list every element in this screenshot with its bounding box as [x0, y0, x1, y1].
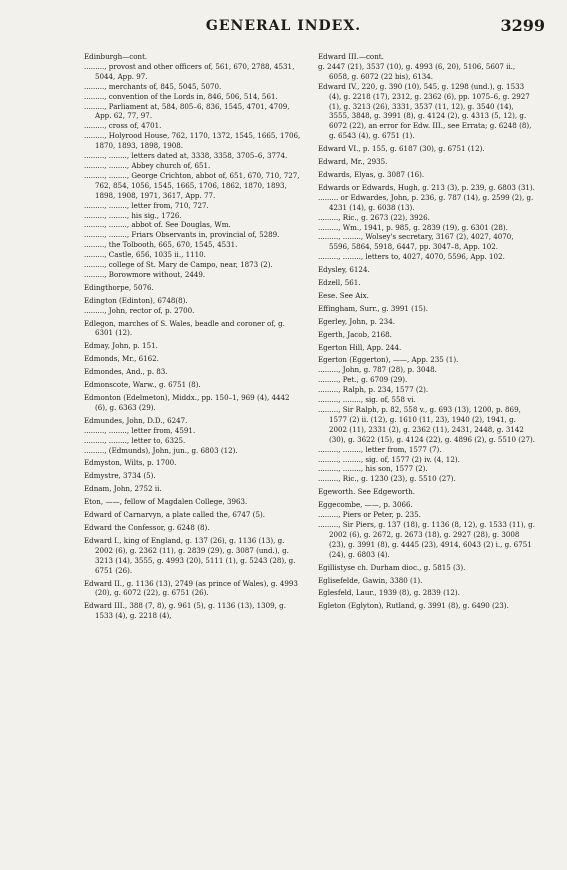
page-number: 3299: [500, 16, 545, 35]
index-entry: Edmonds, Mr., 6162.: [84, 354, 159, 364]
index-entry: Edwards or Edwards, Hugh, g. 213 (3), p. 239, g. 6803 (31).: [318, 182, 535, 192]
index-entry: Effingham, Surr., g. 3991 (15).: [318, 303, 429, 313]
index-entry: ........., ........, letter from, 1577 (7).: [318, 444, 442, 454]
right-column: [318, 52, 536, 611]
index-entry: ........., (Edmunds), John, jun., g. 6803 (12).: [84, 445, 238, 455]
index-entry: Egillistyse ch. Durham dioc., g. 5815 (3).: [318, 562, 466, 572]
index-entry: Egerton (Eggerton), ——, App. 235 (1).: [318, 355, 459, 365]
index-entry: ........., ........, letters dated at, 3338, 3358, 3705–6, 3774.: [84, 151, 288, 161]
index-entry: Edward of Carnarvyn, a plate called the, 6747 (5).: [84, 510, 265, 520]
index-entry: ........., Borowmore without, 2449.: [84, 269, 206, 279]
index-entry: Edmonscote, Warw., g. 6751 (8).: [84, 380, 201, 390]
index-entry: ........., ........, Abbey church of, 651.: [84, 160, 211, 170]
index-entry: ........., Castle, 656, 1035 ii., 1110.: [84, 250, 206, 260]
index-entry: Edward the Confessor, g. 6248 (8).: [84, 522, 210, 532]
index-entry: Edmondes, And., p. 83.: [84, 367, 168, 377]
index-entry: ........., ........, letter from, 4591.: [84, 425, 196, 435]
index-entry: ........., Wm., 1941, p. 985, g. 2839 (19), g. 6301 (28).: [318, 222, 508, 232]
index-entry: Edwards, Elyas, g. 3087 (16).: [318, 169, 425, 179]
index-entry: Edmyston, Wilts, p. 1700.: [84, 458, 177, 468]
index-entry: Edmay, John, p. 151.: [84, 341, 158, 351]
index-entry: Edward IV., 220, g. 390 (10), 545, g. 1298 (und.), g. 1533 (4), g. 2218 (17), 2312, g. 2362 (6), pp. 1075–6, g. 2927 (1), g. 3213 (26), 3331, 3537 (11, 12), g. 3540 (14), 3555, 3848, g. 3991 (8), g. 4124 (2), g. 4313 (5, 12), g. 6072 (22), an error for Edw. III., see Errata; g. 6248 (8), g. 6543 (4), g. 6751 (1).: [318, 81, 532, 141]
index-entry: Edward, Mr., 2935.: [318, 157, 388, 167]
index-entry: Egerth, Jacob, 2168.: [318, 329, 392, 339]
index-entry: Edysley, 6124.: [318, 265, 370, 275]
index-entry: Ednam, John, 2752 ii.: [84, 484, 162, 494]
index-entry: Eese. See Aix.: [318, 290, 369, 300]
index-entry: ........., Holyrood House, 762, 1170, 1372, 1545, 1665, 1706, 1870, 1893, 1898, 1908.: [84, 131, 301, 151]
left-column: [84, 52, 302, 621]
index-entry: Egerton Hill, App. 244.: [318, 342, 402, 352]
index-entry: Edward VI., p. 155, g. 6187 (30), g. 6751 (12).: [318, 144, 485, 154]
page-title: GENERAL INDEX.: [205, 18, 362, 34]
index-entry: Eglesfeld, Laur., 1939 (8), g. 2839 (12).: [318, 588, 460, 598]
index-entry: ........., Sir Ralph, p. 82, 558 v., g. 693 (13), 1200, p. 869, 1577 (2) ii. (12), g. 1610 (11, 23), 1940 (2), 1941, g. 2002 (11), 2331 (2), g. 2362 (11), 2431, 2448, g. 3142 (30), g. 3622 (15), g. 4124 (22), g. 4896 (2), g. 5510 (27).: [318, 405, 536, 444]
index-entry: Edmundes, John, D.D., 6247.: [84, 415, 188, 425]
index-entry: Edmystre, 3734 (5).: [84, 471, 156, 481]
index-entry: Edinburgh—cont.: [84, 52, 148, 61]
page-header: [0, 14, 567, 40]
index-entry: Egerley, John, p. 234.: [318, 316, 395, 326]
index-entry: Eggecombe, ——, p. 3066.: [318, 500, 413, 510]
index-entry: ........., Parliament at, 584, 805–6, 836, 1545, 4701, 4709, App. 62, 77, 97.: [84, 101, 290, 121]
index-entry: ........., ........, letter from, 710, 727.: [84, 200, 209, 210]
index-entry: ........., ........, his son, 1577 (2).: [318, 464, 428, 474]
index-entry: ........., Ralph, p. 234, 1577 (2).: [318, 385, 429, 395]
index-entry: Edlegon, marches of S. Wales, beadle and coroner of, g. 6301 (12).: [84, 318, 285, 338]
index-entry: Edington (Edinton), 6748(8).: [84, 295, 188, 305]
index-entry: Edward III.—cont.: [318, 52, 384, 61]
index-entry: ........., provost and other officers of, 561, 670, 2788, 4531, 5044, App. 97.: [84, 61, 295, 81]
index-entry: Eglisefelde, Gawin, 3380 (1).: [318, 575, 423, 585]
index-entry: ........., Ric., g. 1230 (23), g. 5510 (27).: [318, 474, 456, 484]
index-entry: ........., John, rector of, p. 2700.: [84, 305, 195, 315]
index-entry: Edmonton (Edelmeton), Middx., pp. 150–1, 969 (4), 4442 (6), g. 6363 (29).: [84, 393, 290, 412]
index-entry: ........., ........, sig. of, 1577 (2) iv. (4, 12).: [318, 454, 460, 464]
index-entry: ........., convention of the Lords in, 846, 506, 514, 561.: [84, 91, 278, 101]
index-entry: Edzell, 561.: [318, 278, 361, 288]
index-entry: ........., ........, abbot of. See Douglas, Wm.: [84, 220, 231, 230]
index-entry: ........., Ric., g. 2673 (22), 3926.: [318, 212, 430, 222]
index-entry: Egleton (Eglyton), Rutland, g. 3991 (8), g. 6490 (23).: [318, 601, 509, 611]
index-entry: ........., Sir Piers, g. 137 (18), g. 1136 (8, 12), g. 1533 (11), g. 2002 (6), g. 2672, g. 2673 (18), g. 2927 (28), g. 3008 (23), g. 3991 (8), g. 4445 (23), 4914, 6043 (2) i., g. 6751 (24), g. 6803 (4).: [318, 519, 535, 559]
index-entry: Egeworth. See Edgeworth.: [318, 487, 415, 497]
index-entry: ......... or Edwardes, John, p. 236, g. 787 (14), g. 2599 (2), g. 4231 (14), g. 6038 (13).: [318, 192, 534, 212]
index-entry: ........., Piers or Peter, p. 235.: [318, 510, 421, 520]
index-entry: ........., ........, sig. of, 558 vi.: [318, 395, 416, 405]
index-entry: ........., ........, letters to, 4027, 4070, 5596, App. 102.: [318, 252, 505, 262]
index-entry: Edward III., 388 (7, 8), g. 961 (5), g. 1136 (13), 1309, g. 1533 (4), g. 2218 (4),: [84, 601, 286, 621]
index-entry: Edingthorpe, 5076.: [84, 282, 154, 292]
index-entry: Edward II., g. 1136 (13), 2749 (as prince of Wales), g. 4993 (20), g. 6072 (22), g. 6751 (26).: [84, 578, 298, 598]
index-entry: g. 2447 (21), 3537 (10), g. 4993 (6, 20), 5106, 5607 ii., 6058, g. 6072 (22 bis), 6134.: [318, 61, 516, 81]
index-entry: ........., Pet., g. 6709 (29).: [318, 375, 408, 385]
index-entry: ........., the Tolbooth, 665, 670, 1545, 4531.: [84, 240, 238, 250]
index-entry: ........., ........, Wolsey's secretary, 3167 (2), 4027, 4070, 5596, 5864, 5918, 6447, pp. 3047–8, App. 102.: [318, 232, 514, 252]
index-entry: ........., ........, his sig., 1726.: [84, 210, 182, 220]
index-entry: ........., college of St. Mary de Campo, near, 1873 (2).: [84, 260, 273, 270]
index-entry: Edward I., king of England, g. 137 (26), g. 1136 (13), g. 2002 (6), g. 2362 (11), g. 2839 (29), g. 3087 (und.), g. 3213 (14), 3555, g. 4993 (20), 5111 (1), g. 5243 (28), g. 6751 (26).: [84, 535, 296, 575]
index-entry: ........., ........, letter to, 6325.: [84, 435, 186, 445]
index-entry: ........., John, g. 787 (28), p. 3048.: [318, 365, 437, 375]
index-entry: ........., ........, Friars Observants in, provincial of, 5289.: [84, 230, 280, 240]
index-entry: ........., ........, George Crichton, abbot of, 651, 670, 710, 727, 762, 854, 1056, 1545, 1665, 1706, 1862, 1870, 1893, 1898, 1908, 1971, 3617, App. 77.: [84, 170, 300, 200]
index-entry: ........., cross of, 4701.: [84, 121, 162, 131]
index-entry: ........., merchants of, 845, 5045, 5070.: [84, 81, 222, 91]
index-entry: Eton, ——, fellow of Magdalen College, 3963.: [84, 497, 248, 507]
